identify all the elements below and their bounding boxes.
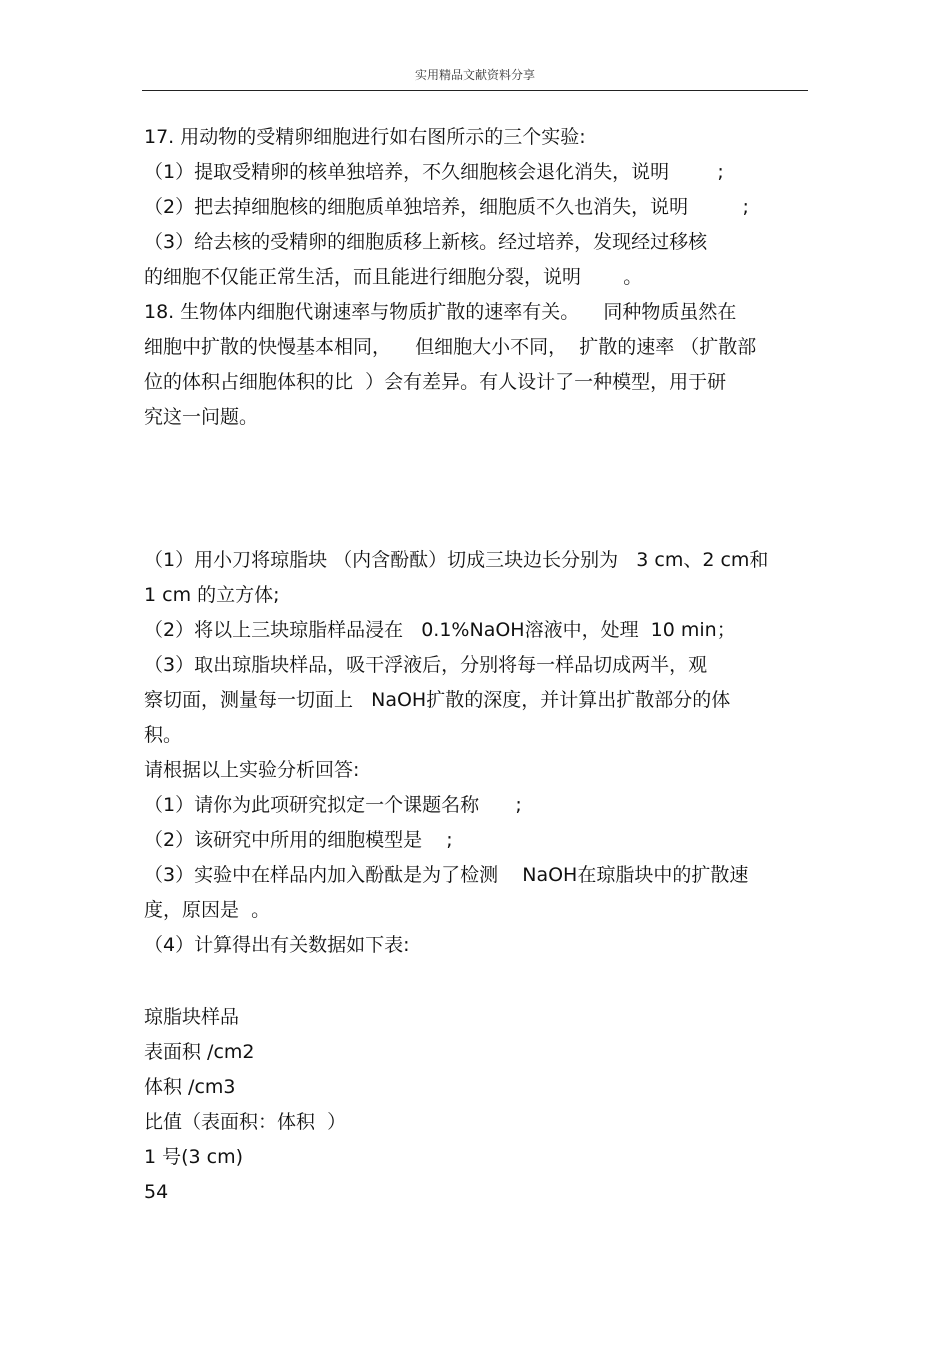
q18-intro-line3: 位的体积占细胞体积的比 ）会有差异。有人设计了一种模型，用于研 <box>144 371 727 393</box>
q18-intro-line2: 细胞中扩散的快慢基本相同， 但细胞大小不同， 扩散的速率 （扩散部 <box>144 336 757 358</box>
table-header-volume: 体积 /cm3 <box>144 1076 236 1098</box>
q17-part3-cont: 的细胞不仅能正常生活，而且能进行细胞分裂，说明 。 <box>144 266 643 288</box>
q17-part1: （1）提取受精卵的核单独培养，不久细胞核会退化消失，说明 ; <box>144 161 724 183</box>
q17-part3: （3）给去核的受精卵的细胞质移上新核。经过培养，发现经过移核 <box>144 231 708 253</box>
table-header-surface-area: 表面积 /cm2 <box>144 1041 255 1063</box>
q18-step3-end: 积。 <box>144 724 183 746</box>
q18-answer-prompt: 请根据以上实验分析回答: <box>144 759 360 781</box>
q18-question1: （1）请你为此项研究拟定一个课题名称 ; <box>144 794 522 816</box>
table-header-ratio: 比值（表面积：体积 ） <box>144 1111 347 1133</box>
table-header-sample: 琼脂块样品 <box>144 1006 240 1028</box>
q18-question4: （4）计算得出有关数据如下表: <box>144 934 410 956</box>
q18-intro-line4: 究这一问题。 <box>144 406 259 428</box>
q17-title: 17. 用动物的受精卵细胞进行如右图所示的三个实验: <box>144 126 586 148</box>
q17-part2: （2）把去掉细胞核的细胞质单独培养，细胞质不久也消失，说明 ; <box>144 196 749 218</box>
q18-step1-cont: 1 cm 的立方体; <box>144 584 280 606</box>
q18-intro-line1: 18. 生物体内细胞代谢速率与物质扩散的速率有关。 同种物质虽然在 <box>144 301 737 323</box>
q18-step3-cont: 察切面，测量每一切面上 NaOH扩散的深度，并计算出扩散部分的体 <box>144 689 731 711</box>
q18-step1: （1）用小刀将琼脂块 （内含酚酞）切成三块边长分别为 3 cm、2 cm和 <box>144 549 769 571</box>
q18-step2: （2）将以上三块琼脂样品浸在 0.1%NaOH溶液中，处理 10 min； <box>144 619 736 641</box>
table-cell-surface-area-1: 54 <box>144 1181 169 1203</box>
q18-question3-cont: 度，原因是 。 <box>144 899 271 921</box>
q18-question3: （3）实验中在样品内加入酚酞是为了检测 NaOH在琼脂块中的扩散速 <box>144 864 749 886</box>
page-header: 实用精品文献资料分享 <box>414 68 535 82</box>
q18-question2: （2）该研究中所用的细胞模型是 ; <box>144 829 453 851</box>
q18-step3: （3）取出琼脂块样品，吸干浮液后，分别将每一样品切成两半，观 <box>144 654 708 676</box>
table-row-sample-1: 1 号(3 cm) <box>144 1146 244 1168</box>
header-divider <box>142 90 808 91</box>
